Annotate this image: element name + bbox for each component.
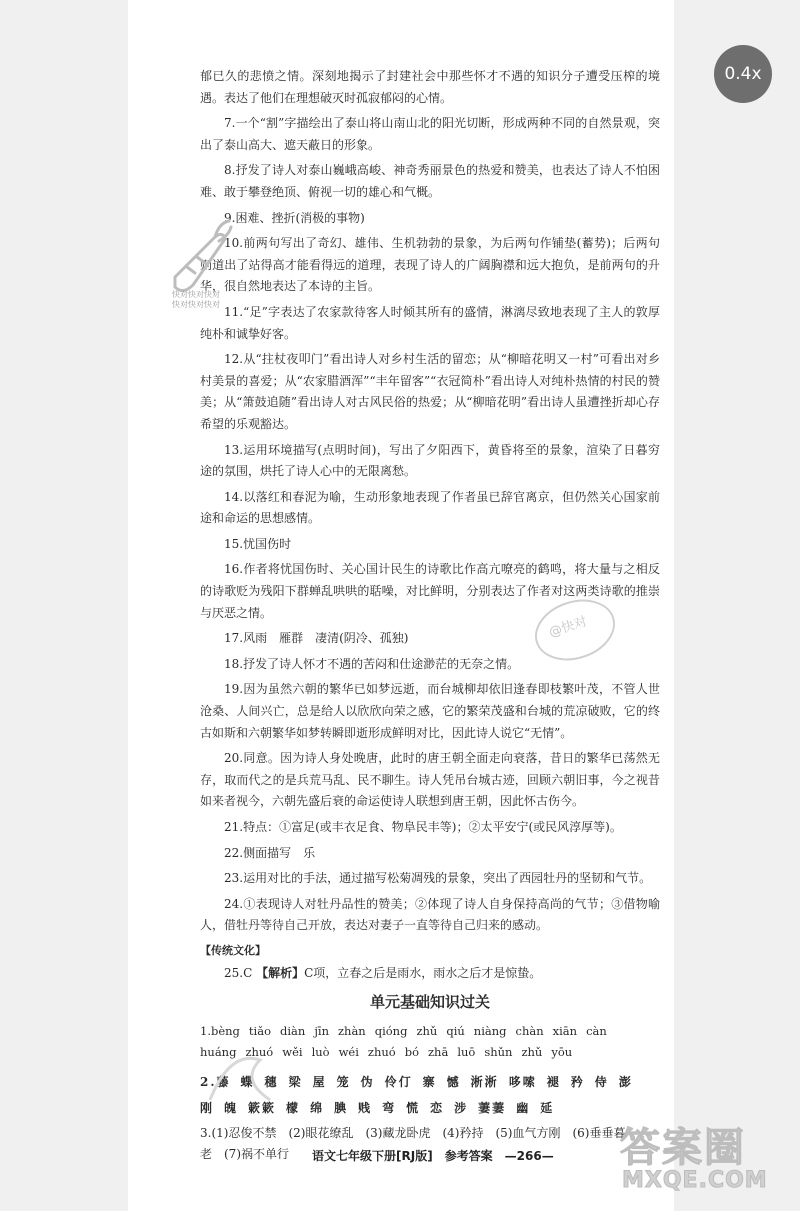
character-item: 刚 — [200, 1100, 215, 1115]
character-item: 憾 — [446, 1074, 461, 1089]
character-item: 蝶 — [240, 1074, 255, 1089]
answer-paragraph: 23.运用对比的手法，通过描写松菊凋残的景象，突出了西园牡丹的坚韧和气节。 — [224, 871, 652, 886]
answer-paragraph: 9.困难、挫折(消极的事物) — [224, 210, 365, 225]
character-item: 褪 — [546, 1074, 561, 1089]
pinyin-item: 1.bèng — [200, 1023, 240, 1038]
answer-paragraph: 8.抒发了诗人对泰山巍峨高峻、神奇秀丽景色的热爱和赞美，也表达了诗人不怕困难、敢于攀登绝顶、俯视一切的雄心和气概。 — [200, 163, 660, 199]
character-item: 魄 — [224, 1100, 239, 1115]
pinyin-item: huáng — [200, 1044, 237, 1059]
pinyin-item: luō — [457, 1044, 476, 1059]
pinyin-item: chàn — [515, 1023, 544, 1038]
pinyin-row-1 — [200, 1021, 660, 1042]
question-25-analysis: C项，立春之后是雨水，雨水之后才是惊蛰。 — [304, 965, 542, 980]
character-item: 伪 — [360, 1074, 375, 1089]
pinyin-item: wéi — [338, 1044, 359, 1059]
character-item: 檬 — [286, 1100, 301, 1115]
character-item: 伶仃 — [384, 1074, 413, 1089]
answer-paragraph: 21.特点：①富足(或丰衣足食、物阜民丰等)；②太平安宁(或民风淳厚等)。 — [224, 820, 622, 834]
character-item: 萋萋 — [478, 1100, 507, 1115]
answer-paragraph: 17.风雨 雁群 凄清(阴冷、孤独) — [224, 631, 409, 646]
character-item: 贱 — [358, 1100, 373, 1115]
character-item: 笼 — [336, 1074, 351, 1089]
pinyin-item: qióng — [374, 1023, 408, 1038]
character-item: 腆 — [334, 1100, 349, 1115]
pinyin-item: zhǔ — [416, 1023, 438, 1038]
character-item: 穗 — [264, 1074, 279, 1089]
watermark-mid-text: @快对 — [547, 614, 589, 641]
site-logo-url: MXQE.COM — [622, 1168, 768, 1193]
answer-paragraph: 7.一个“割”字描绘出了泰山将山南山北的阳光切断，形成两种不同的自然景观，突出了泰山高大、遮天蔽日的形象。 — [200, 116, 660, 152]
swirl-watermark-icon — [200, 1040, 280, 1120]
pinyin-item: bó — [404, 1044, 419, 1059]
character-item: 弯 — [382, 1100, 397, 1115]
idioms-row-1: 3.(1)忍俊不禁 (2)眼花缭乱 (3)藏龙卧虎 (4)矜持 (5)血气方刚 (6)垂垂暮 — [200, 1125, 626, 1140]
answer-paragraph: 15.忧国伤时 — [224, 536, 292, 551]
pinyin-item: xiān — [552, 1023, 578, 1038]
character-item: 寨 — [422, 1074, 437, 1089]
pinyin-item: diàn — [280, 1023, 306, 1038]
answer-paragraph: 18.抒发了诗人怀才不遇的苦闷和仕途渺茫的无奈之情。 — [224, 656, 520, 671]
pinyin-item: zhuó — [245, 1044, 274, 1059]
idioms-row-2: 老 (7)祸不单行 — [200, 1147, 289, 1162]
character-item: 矜 — [570, 1074, 585, 1089]
pinyin-item: zhuó — [367, 1044, 396, 1059]
watermark-left-line-2: 快对快对快对 — [172, 300, 220, 309]
answer-paragraph: 24.①表现诗人对牡丹品性的赞美；②体现了诗人自身保持高尚的气节；③借物喻人，借牡丹等待自己开放，表达对妻子一直等待自己归来的感动。 — [200, 896, 660, 933]
traditional-culture-heading: 【传统文化】 — [200, 943, 266, 957]
watermark-left-text — [172, 290, 220, 310]
answer-paragraph: 14.以落红和春泥为喻，生动形象地表现了作者虽已辞官离京，但仍然关心国家前途和命运的思想感情。 — [200, 489, 660, 526]
character-item: 澎 — [618, 1074, 633, 1089]
answer-paragraph: 11.“足”字表达了农家款待客人时倾其所有的盛情，淋漓尽致地表现了主人的敦厚纯朴和诚挚好客。 — [200, 304, 660, 341]
character-item: 梁 — [288, 1074, 303, 1089]
pinyin-item: jīn — [314, 1023, 329, 1038]
character-item: 延 — [540, 1100, 555, 1115]
page-footer: 语文七年级下册[RJ版] 参考答案 —266— — [312, 1149, 554, 1163]
pinyin-item: niàng — [473, 1023, 507, 1038]
character-item: 涉 — [454, 1100, 469, 1115]
pinyin-item: qiú — [446, 1023, 465, 1038]
pinyin-item: shǔn — [484, 1044, 513, 1059]
question-25 — [200, 963, 660, 985]
answer-paragraph: 19.因为虽然六朝的繁华已如梦远逝，而台城柳却依旧逢春即枝繁叶茂，不管人世沧桑、人间兴亡，总是给人以欣欣向荣之感，它的繁荣茂盛和台城的荒凉破败，它的终古如斯和六朝繁华如梦转瞬即逝形成鲜明对比，因此诗人说它“无情”。 — [200, 682, 660, 740]
answer-paragraphs — [200, 66, 660, 937]
character-item: 侍 — [594, 1074, 609, 1089]
character-item: 绵 — [310, 1100, 325, 1115]
answer-paragraph: 22.侧面描写 乐 — [224, 845, 316, 860]
zoom-level-label: 0.4x — [724, 64, 762, 84]
character-item: 屋 — [312, 1074, 327, 1089]
character-item: 慌 — [406, 1100, 421, 1115]
section-title: 单元基础知识过关 — [369, 992, 490, 1011]
pinyin-item: wěi — [282, 1044, 303, 1059]
answer-paragraph: 10.前两句写出了奇幻、雄伟、生机勃勃的景象，为后两句作铺垫(蓄势)；后两句则道出了站得高才能看得远的道理，表现了诗人的广阔胸襟和远大抱负，是前两句的升华，很自然地表达了本诗的主旨。 — [200, 236, 660, 294]
pinyin-item: zhàn — [337, 1023, 366, 1038]
answer-paragraph: 16.作者将忧国伤时、关心国计民生的诗歌比作高亢嘹亮的鹤鸣，将大量与之相反的诗歌贬为残阳下群蝉乱哄哄的聒噪，对比鲜明，分别表达了作者对这两类诗歌的推崇与厌恶之情。 — [200, 562, 660, 620]
site-logo-watermark — [620, 1116, 790, 1206]
watermark-left-line-1: 快对快对快对 — [172, 290, 220, 299]
analysis-tag: 【解析】 — [256, 965, 305, 980]
character-item: 哆嗦 — [508, 1074, 537, 1089]
answer-paragraph: 13.运用环境描写(点明时间)，写出了夕阳西下，黄昏将至的景象，渲染了日暮穷途的氛围，烘托了诗人心中的无限离愁。 — [200, 442, 660, 479]
question-25-answer: 25.C — [224, 965, 253, 980]
answer-paragraph: 12.从“拄杖夜叩门”看出诗人对乡村生活的留恋；从“柳暗花明又一村”可看出对乡村美景的喜爱；从“农家腊酒浑”“丰年留客”“衣冠简朴”看出诗人对纯朴热情的村民的赞美；从“箫鼓追随”看出诗人对古风民俗的热爱；从“柳暗花明”看出诗人虽遭挫折却心存希望的乐观豁达。 — [200, 352, 660, 431]
character-item: 簌簌 — [248, 1100, 277, 1115]
answer-paragraph: 郁已久的悲愤之情。深刻地揭示了封建社会中那些怀才不遇的知识分子遭受压榨的境遇。表达了他们在理想破灭时孤寂郁闷的心情。 — [200, 69, 660, 105]
site-logo-name: 答案圈 — [620, 1125, 746, 1171]
pinyin-item: zhǔ — [521, 1044, 543, 1059]
character-item: 恋 — [430, 1100, 445, 1115]
zoom-level-badge[interactable] — [714, 45, 772, 103]
pinyin-item: tiǎo — [248, 1023, 272, 1038]
pinyin-item: yōu — [551, 1044, 573, 1059]
pinyin-item: càn — [586, 1023, 607, 1038]
answer-paragraph: 20.同意。因为诗人身处晚唐，此时的唐王朝全面走向衰落，昔日的繁华已荡然无存，取而代之的是兵荒马乱、民不聊生。诗人凭吊台城古迹，回顾六朝旧事，今之视昔如来者视今，六朝先盛后衰的命运使诗人联想到唐王朝，因此怀古伤今。 — [200, 751, 660, 809]
pinyin-item: luò — [311, 1044, 330, 1059]
character-item: 幽 — [516, 1100, 531, 1115]
character-item: 2.藤 — [200, 1074, 231, 1089]
pinyin-item: zhā — [428, 1044, 449, 1059]
character-item: 淅淅 — [470, 1074, 499, 1089]
